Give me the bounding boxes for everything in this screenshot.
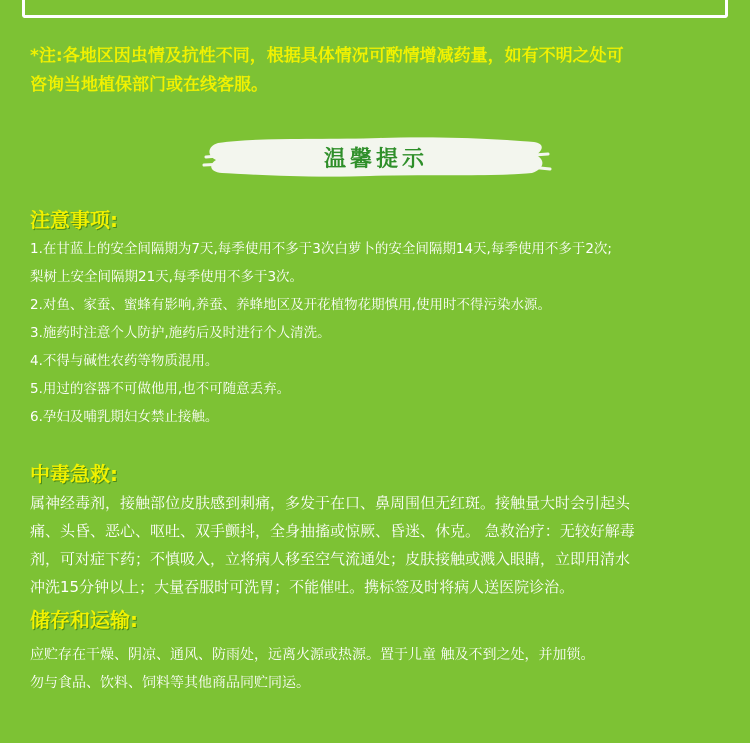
precaution-line: 4.不得与碱性农药等物质混用。 bbox=[30, 353, 219, 369]
banner-title: 温馨提示 bbox=[323, 146, 428, 172]
first-aid-line: 属神经毒剂，接触部位皮肤感到刺痛，多发于在口、鼻周围但无红斑。接触量大时会引起头 bbox=[30, 494, 631, 512]
precaution-line: 3.施药时注意个人防护,施药后及时进行个人清洗。 bbox=[30, 325, 331, 341]
first-aid-title: 中毒急救: bbox=[30, 462, 118, 486]
storage-title: 储存和运输: bbox=[30, 608, 138, 632]
storage-line: 应贮存在干燥、阴凉、通风、防雨处，远离火源或热源。置于儿童 触及不到之处，并加锁。 bbox=[30, 647, 595, 663]
first-aid-line: 冲洗15分钟以上；大量吞服时可洗胃；不能催吐。携标签及时将病人送医院诊治。 bbox=[30, 578, 575, 596]
note-line: 咨询当地植保部门或在线客服。 bbox=[30, 75, 268, 95]
precaution-line: 2.对鱼、家蚕、蜜蜂有影响,养蚕、养蜂地区及开花植物花期慎用,使用时不得污染水源。 bbox=[30, 297, 551, 313]
storage-text bbox=[30, 641, 720, 697]
precaution-line: 5.用过的容器不可做他用,也不可随意丢弃。 bbox=[30, 381, 291, 397]
precaution-line: 1.在甘蓝上的安全间隔期为7天,每季使用不多于3次白萝卜的安全间隔期14天,每季使用不多于2次; bbox=[30, 241, 612, 257]
tips-banner bbox=[200, 127, 552, 187]
precautions-text bbox=[30, 235, 720, 431]
first-aid-text bbox=[30, 489, 720, 601]
top-frame bbox=[22, 0, 728, 18]
precautions-title: 注意事项: bbox=[30, 208, 118, 232]
storage-line: 勿与食品、饮料、饲料等其他商品同贮同运。 bbox=[30, 675, 310, 691]
usage-note bbox=[30, 42, 720, 100]
precaution-line: 梨树上安全间隔期21天,每季使用不多于3次。 bbox=[30, 269, 304, 285]
precaution-line: 6.孕妇及哺乳期妇女禁止接触。 bbox=[30, 409, 219, 425]
first-aid-line: 剂，可对症下药；不慎吸入，立将病人移至空气流通处；皮肤接触或溅入眼睛，立即用清水 bbox=[30, 550, 631, 568]
first-aid-line: 痛、头昏、恶心、呕吐、双手颤抖，全身抽搐或惊厥、昏迷、休克。 急救治疗：无较好解毒 bbox=[30, 522, 635, 540]
note-line: *注:各地区因虫情及抗性不同，根据具体情况可酌情增减药量，如有不明之处可 bbox=[30, 46, 624, 66]
